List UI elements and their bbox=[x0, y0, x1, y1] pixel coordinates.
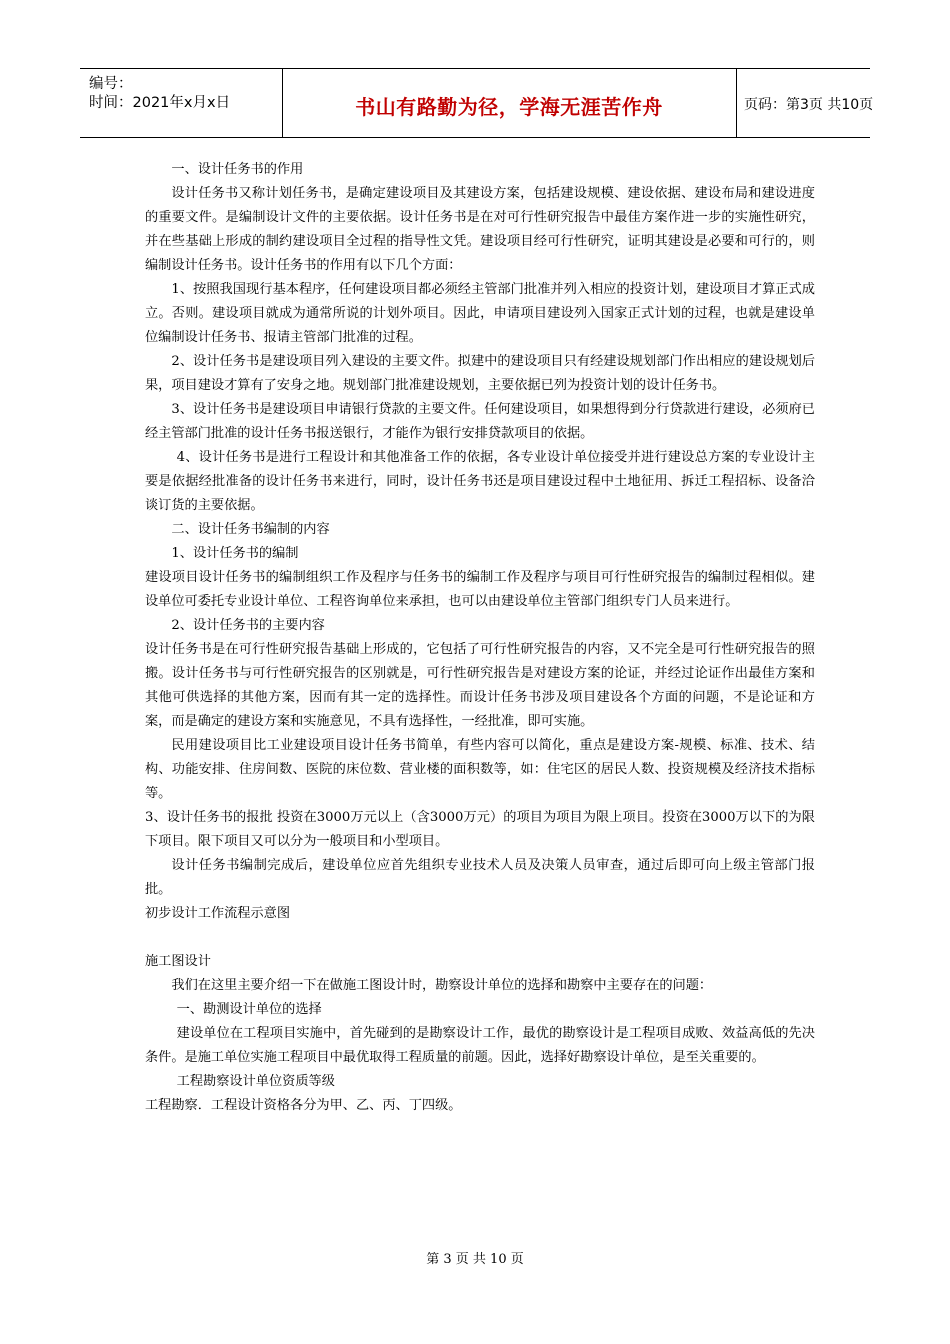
body-paragraph: 初步设计工作流程示意图 bbox=[145, 906, 291, 921]
body-paragraph: 3、设计任务书是建设项目申请银行贷款的主要文件。任何建设项目，如果想得到分行贷款进行建设，必须府已经主管部门批准的设计任务书报送银行，才能作为银行安排贷款项目的依据。 bbox=[145, 402, 815, 441]
header-motto: 书山有路勤为径，学海无涯苦作舟 bbox=[355, 95, 663, 119]
body-paragraph: 一、勘测设计单位的选择 bbox=[176, 1002, 322, 1017]
page-footer: 第 3 页 共 10 页 bbox=[426, 1252, 524, 1267]
body-paragraph: 施工图设计 bbox=[145, 954, 211, 969]
body-paragraph: 2、设计任务书的主要内容 bbox=[171, 618, 325, 633]
document-number-label: 编号： bbox=[89, 76, 133, 92]
body-paragraph: 2、设计任务书是建设项目列入建设的主要文件。拟建中的建设项目只有经建设规划部门作出相应的建设规划后果，项目建设才算有了安身之地。规划部门批准建设规划，主要依据已列为投资计划的设计任务书。 bbox=[145, 354, 815, 393]
header-page-number: 页码：第3页 共10页 bbox=[744, 97, 874, 113]
body-paragraph: 1、按照我国现行基本程序，任何建设项目都必须经主管部门批准并列入相应的投资计划，建设项目才算正式成立。否则。建设项目就成为通常所说的计划外项目。因此，申请项目建设列入国家正式计划的过程，也就是建设单位编制设计任务书、报请主管部门批准的过程。 bbox=[145, 282, 815, 345]
body-paragraph: 设计任务书编制完成后，建设单位应首先组织专业技术人员及决策人员审查，通过后即可向上级主管部门报批。 bbox=[145, 858, 815, 897]
header-motto-cell bbox=[282, 69, 737, 137]
header-info-cell bbox=[80, 69, 283, 137]
body-paragraph: 1、设计任务书的编制 bbox=[171, 546, 299, 561]
header-page-cell bbox=[736, 69, 874, 137]
blank-line bbox=[145, 926, 815, 950]
body-paragraph: 民用建设项目比工业建设项目设计任务书简单，有些内容可以简化，重点是建设方案-规模、标准、技术、结构、功能安排、住房间数、医院的床位数、营业楼的面积数等，如：住宅区的居民人数、投资规模及经济技术指标等。 bbox=[145, 738, 815, 801]
body-paragraph: 一、设计任务书的作用 bbox=[171, 162, 304, 177]
document-date-label: 时间：2021年x月x日 bbox=[89, 95, 231, 111]
body-paragraph: 3、设计任务书的报批 投资在3000万元以上（含3000万元）的项目为项目为限上项目。投资在3000万以下的为限下项目。限下项目又可以分为一般项目和小型项目。 bbox=[145, 810, 815, 849]
body-paragraph: 工程勘察．工程设计资格各分为甲、乙、丙、丁四级。 bbox=[145, 1098, 462, 1113]
body-paragraph: 设计任务书又称计划任务书，是确定建设项目及其建设方案，包括建设规模、建设依据、建设布局和建设进度的重要文件。是编制设计文件的主要依据。设计任务书是在对可行性研究报告中最佳方案作进一步的实施性研究，并在些基础上形成的制约建设项目全过程的指导性文凭。建设项目经可行性研究，证明其建设是必要和可行的，则编制设计任务书。设计任务书的作用有以下几个方面： bbox=[145, 186, 815, 273]
body-paragraph: 二、设计任务书编制的内容 bbox=[171, 522, 330, 537]
body-paragraph: 设计任务书是在可行性研究报告基础上形成的，它包括了可行性研究报告的内容，又不完全是可行性研究报告的照搬。设计任务书与可行性研究报告的区别就是，可行性研究报告是对建设方案的论证，并经过论证作出最佳方案和其他可供选择的其他方案，因而有其一定的选择性。而设计任务书涉及项目建设各个方面的问题，不是论证和方案，而是确定的建设方案和实施意见，不具有选择性，一经批准，即可实施。 bbox=[145, 642, 815, 729]
body-paragraph: 我们在这里主要介绍一下在做施工图设计时，勘察设计单位的选择和勘察中主要存在的问题： bbox=[171, 978, 713, 993]
page-header bbox=[80, 68, 874, 138]
body-paragraph: 4、设计任务书是进行工程设计和其他准备工作的依据，各专业设计单位接受并进行建设总方案的专业设计主要是依据经批准备的设计任务书来进行，同时，设计任务书还是项目建设过程中土地征用、拆迁工程招标、设备洽谈订货的主要依据。 bbox=[145, 450, 815, 513]
body-paragraph: 工程勘察设计单位资质等级 bbox=[176, 1074, 335, 1089]
body-paragraph: 建设单位在工程项目实施中，首先碰到的是勘察设计工作，最优的勘察设计是工程项目成败、效益高低的先决条件。是施工单位实施工程项目中最优取得工程质量的前题。因此，选择好勘察设计单位，是至关重要的。 bbox=[145, 1026, 815, 1065]
body-paragraph: 建设项目设计任务书的编制组织工作及程序与任务书的编制工作及程序与项目可行性研究报告的编制过程相似。建设单位可委托专业设计单位、工程咨询单位来承担，也可以由建设单位主管部门组织专门人员来进行。 bbox=[145, 570, 815, 609]
document-body bbox=[145, 158, 815, 1118]
